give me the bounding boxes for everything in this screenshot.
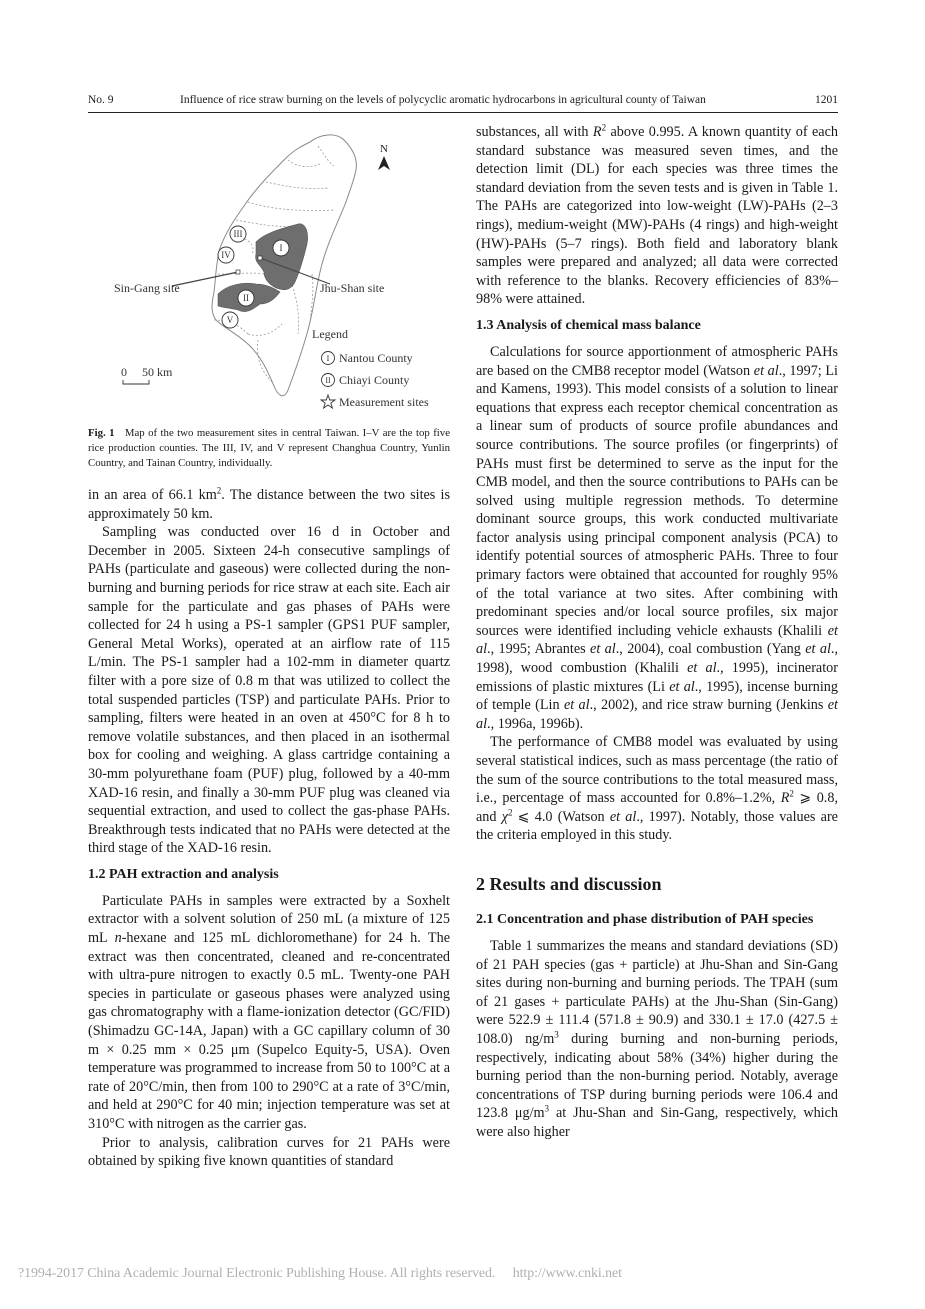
text-run: ., 2004), coal combustion (Yang	[615, 641, 806, 658]
marker-i: I	[279, 243, 283, 253]
text-run: at Jhu-Shan and Sin-Gang, respectively, which were also higher	[476, 1105, 838, 1140]
taiwan-map	[88, 124, 450, 414]
marker-v: V	[226, 315, 234, 325]
marker-iv: IV	[221, 250, 231, 260]
paragraph-extraction	[88, 892, 450, 1134]
text-run: -hexane and 125 mL dichloromethane) for 24 h. The extract was then concentrated, cleaned and re-concentrated with ultra-pure nitrogen to exactly 0.5 mL. Twenty-one PAH species in particulate or gaseous phases were analyzed using gas chromatography with a flame-ionization detector (GC/FID) (Shimadzu GC-14A, Japan) with a GC capillary column of 30 m × 0.25 mm × 0.25 μm (Supelco Equity-5, USA). Oven temperature was programmed to increase from 50 to 100°C at a rate of 20°C/min, then from 100 to 290°C at a rate of 3°C/min, and held at 290°C for 40 min; injection temperature was set at 310°C with nitrogen as the carrier gas.	[88, 930, 450, 1132]
page-number: 1201	[815, 94, 838, 106]
text-run: during burning and non-burning periods, respectively, indicating about 58% (34%) higher during the burning period than the non-burning period. Notably, average concentrations of TSP during burning periods were 106.4 and 123.8 μg/m	[476, 1030, 838, 1122]
footer-url-link[interactable]: http://www.cnki.net	[512, 1266, 622, 1281]
italic-run: R	[780, 790, 790, 807]
scale-distance: 50 km	[142, 365, 173, 379]
paragraph-performance	[476, 733, 838, 845]
figure-caption-text: Map of the two measurement sites in central Taiwan. I–V are the top five rice production counties. The III, IV, and V represent Changhua Country, Yunlin Country, and Tainan Country, individually.	[88, 427, 450, 469]
journal-number: No. 9	[88, 94, 114, 106]
left-column	[88, 486, 450, 1171]
jhu-shan-site-marker	[258, 256, 262, 260]
italic-run: et al	[476, 697, 838, 732]
copyright-footer	[18, 1266, 622, 1282]
paragraph-calibration: Prior to analysis, calibration curves for 21 PAHs were obtained by spiking five known quantities of standard	[88, 1134, 450, 1170]
text-run: Calculations for source apportionment of atmospheric PAHs are based on the CMB8 receptor model (Watson	[476, 343, 838, 379]
superscript: 3	[554, 1029, 559, 1040]
map-legend	[312, 327, 429, 409]
italic-run: et al	[805, 641, 831, 658]
italic-run: et al	[563, 697, 590, 714]
superscript: 2	[507, 807, 513, 818]
italic-run: n	[114, 930, 122, 947]
north-label: N	[380, 143, 388, 155]
figure-1-caption	[88, 426, 450, 471]
italic-run: et al	[609, 808, 637, 825]
legend-item-chiayi: Chiayi County	[339, 373, 410, 387]
text-run: Particulate PAHs in samples were extracted by a Soxhelt extractor with a solvent solution of 250 mL (a mixture of 125 mL	[88, 892, 450, 947]
text-run: substances, all with	[476, 124, 593, 140]
legend-symbol-ii: II	[325, 376, 331, 385]
scale-bar	[121, 365, 173, 384]
text-run: The performance of CMB8 model was evaluated by using several statistical indices, such as mass percentage (the ratio of the sum of the source contributions to the total measured mass, i.e., percentage of mass accounted for 0.8%–1.2%,	[476, 734, 838, 807]
figure-1-map	[88, 124, 450, 414]
text-run: ., 1995; Abrantes	[487, 641, 591, 658]
section-heading-2-1: 2.1 Concentration and phase distribution of PAH species	[476, 911, 814, 927]
text-run: ., 1995), incense burning of temple (Lin	[476, 678, 838, 714]
text-run: ., 1996a, 1996b).	[487, 715, 584, 732]
paragraph-sampling: Sampling was conducted over 16 d in October and December in 2005. Sixteen 24-h consecutive samplings of PAHs (particulate and gaseous) were collected during the non-burning and burning periods for rice straw at each site. Each air sample for the particulate and gas phases of PAHs were collected for 24 h using a PS-1 sampler (GPS1 PUF sampler, General Metal Works), operated at an airflow rate of 115 L/min. The PS-1 sampler had a 102-mm in diameter quartz filter with a pore size of 0.8 m that was utilized to collect the total suspended particles (TSP) and particulate PAHs. Prior to sampling, filters were heated in an oven at 450°C for 8 h to remove volatile substances, and then placed in an isothermal box for cooling and weighing. A glass cartridge containing a 30-mm polyurethane foam (PUF) plug, followed by a 40-mm XAD-16 resin, and finally a 30-mm PUF plug was cleaned via sequential extraction, and used to collect the gas-phase PAHs. Breakthrough tests indicated that no PAHs were detected at the third stage of the XAD-16 resin.	[88, 524, 450, 857]
text-run: ., 1997; Li and Kamens, 1993). This model consists of a solution to linear equations that express each receptor chemical concentration as a linear sum of products of source profile abundances and source contributions. The source profiles (or fingerprints) of PAHs must first be determined to serve as the input for the CMB model, and then the source contributions to PAHs can be solved using multiple regression methods. To determine dominant source groups, this work conducted multivariate factor analysis using principal component analysis (PCA) to identify potential sources of atmospheric PAHs. Three to four primary factors were obtained that accounted for roughly 95% of the total variance at two sites. After combining with predominant species and/or local source profiles, six major sources were identified including vehicle exhausts (Khalili	[476, 362, 838, 639]
legend-item-measurement-sites: Measurement sites	[339, 395, 429, 409]
section-heading-1-3: 1.3 Analysis of chemical mass balance	[476, 317, 701, 333]
copyright-text: ?1994-2017 China Academic Journal Electronic Publishing House. All rights reserved.	[18, 1266, 496, 1281]
north-arrow-icon	[378, 156, 390, 170]
superscript: 2	[601, 122, 607, 133]
star-icon	[321, 395, 335, 408]
paragraph-standards	[476, 123, 838, 309]
superscript: 2	[789, 788, 794, 799]
paragraph-cmb	[476, 343, 838, 733]
text-run: ., 1997). Notably, those values are the criteria employed in this study.	[476, 808, 838, 844]
italic-run: et al	[687, 660, 717, 677]
marker-ii: II	[243, 293, 249, 303]
superscript: 2	[216, 485, 222, 496]
section-heading-2: 2 Results and discussion	[476, 873, 662, 894]
legend-symbol-i: I	[326, 354, 330, 363]
text-run: ⩾ 0.8, and	[476, 790, 838, 825]
text-run: . The distance between the two sites is approximately 50 km.	[88, 487, 450, 522]
italic-run: R	[592, 124, 602, 140]
italic-run: et al	[753, 362, 779, 379]
jhu-shan-site-label: Jhu-Shan site	[320, 281, 385, 295]
paragraph-table1-summary	[476, 937, 838, 1142]
right-column	[476, 123, 838, 1142]
sin-gang-site-label: Sin-Gang site	[114, 281, 180, 295]
running-header	[88, 92, 838, 113]
figure-caption-label: Fig. 1	[88, 427, 115, 439]
italic-run: et al	[590, 641, 616, 658]
scale-zero: 0	[121, 365, 127, 379]
italic-run: et al	[669, 678, 695, 695]
sin-gang-site-marker	[236, 270, 240, 274]
italic-run: et al	[476, 622, 838, 658]
text-run: in an area of 66.1 km	[88, 487, 217, 503]
italic-run: χ	[501, 808, 508, 825]
text-run: ⩽ 4.0 (Watson	[512, 808, 610, 825]
text-run: Table 1 summarizes the means and standard deviations (SD) of 21 PAH species (gas + particle) at Jhu-Shan and Sin-Gang sites during non-burning and burning periods. The TPAH (sum of 21 gases + particulate PAHs) at the Jhu-Shan (Sin-Gang) were 522.9 ± 111.4 (571.8 ± 90.9) and 330.1 ± 17.0 (427.5 ± 108.0) ng/m	[476, 937, 838, 1047]
section-heading-1-2: 1.2 PAH extraction and analysis	[88, 866, 279, 882]
running-title: Influence of rice straw burning on the levels of polycyclic aromatic hydrocarbons in agricultural county of Taiwan	[180, 94, 706, 106]
marker-iii: III	[233, 229, 243, 239]
text-run: ., 1998), wood combustion (Khalili	[476, 641, 839, 677]
superscript: 3	[544, 1103, 550, 1114]
legend-item-nantou: Nantou County	[339, 351, 413, 365]
text-run: above 0.995. A known quantity of each standard substance was measured seven times, and the detection limit (DL) for each species was three times the standard deviation from the seven tests and is given in Table 1. The PAHs are categorized into low-weight (LW)-PAHs (2–3 rings), medium-weight (MW)-PAHs (4 rings) and high-weight (HW)-PAHs (5–7 rings). Both field and laboratory blank samples were prepared and analyzed; all data were corrected with reference to the blanks. Recovery efficiencies of 83%–98% were attained.	[476, 124, 838, 308]
text-run: ., 1995), incinerator emissions of plastic mixtures (Li	[476, 660, 838, 695]
paragraph	[88, 486, 450, 523]
text-run: ., 2002), and rice straw burning (Jenkins	[589, 697, 828, 714]
legend-title: Legend	[312, 327, 348, 341]
